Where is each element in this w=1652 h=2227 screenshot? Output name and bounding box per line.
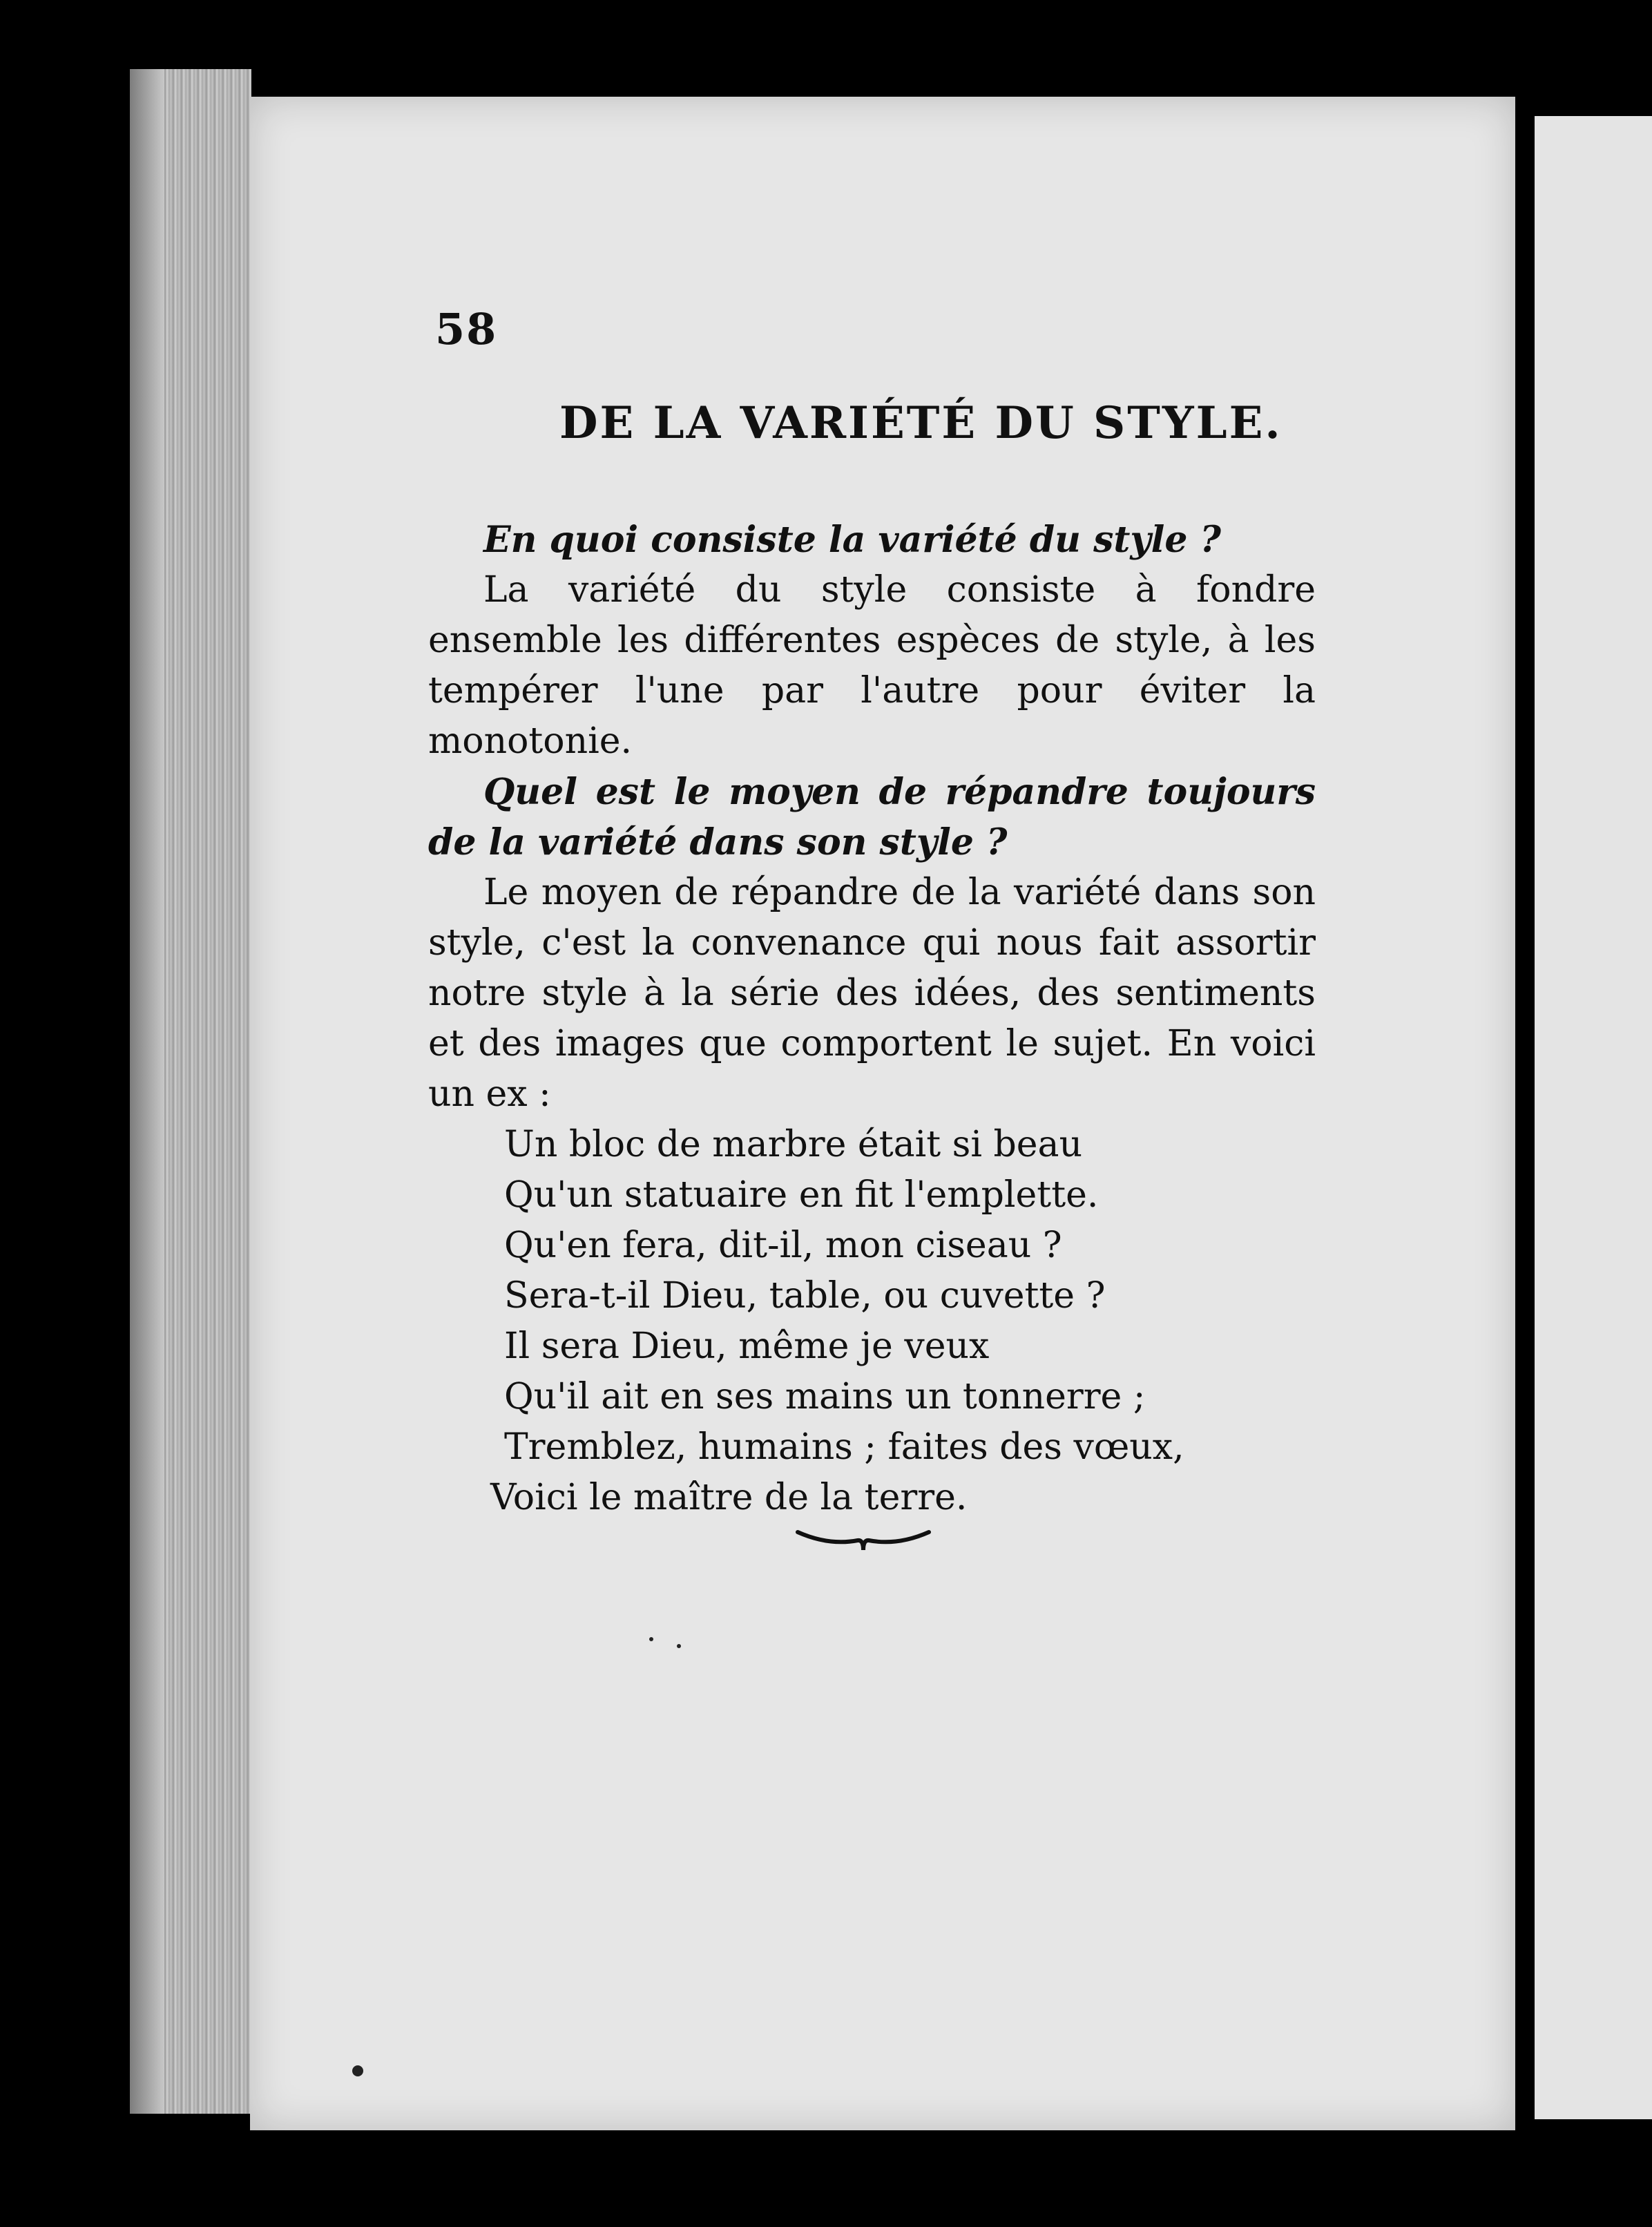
end-ornament — [794, 1527, 932, 1554]
facing-page-edge — [1535, 116, 1652, 2119]
ink-speck — [677, 1644, 681, 1648]
page-body — [428, 515, 1316, 1523]
poem-line: Qu'un statuaire en fit l'emplette. — [504, 1174, 1099, 1216]
page-edge-stack — [130, 69, 251, 2114]
poem-line: Sera-t-il Dieu, table, ou cuvette ? — [504, 1275, 1106, 1317]
poem — [428, 1120, 1278, 1523]
question-1: En quoi consiste la variété du style ? — [483, 519, 1222, 561]
question-2: Quel est le moyen de répandre toujours de la variété dans son style ? — [428, 771, 1316, 863]
poem-line: Tremblez, humains ; faites des vœux, — [504, 1426, 1184, 1468]
poem-line: Qu'en fera, dit-il, mon ciseau ? — [504, 1225, 1062, 1266]
chapter-title: DE LA VARIÉTÉ DU STYLE. — [559, 397, 1283, 449]
poem-line: Voici le maître de la terre. — [490, 1477, 968, 1518]
poem-line: Qu'il ait en ses mains un tonnerre ; — [504, 1376, 1146, 1417]
poem-line: Il sera Dieu, même je veux — [504, 1326, 990, 1367]
answer-2: Le moyen de répandre de la variété dans son style, c'est la convenance qui nous fait assortir notre style à la série des idées, des sentiments et des images que comportent le sujet. En voici un ex : — [428, 872, 1316, 1115]
ink-speck — [352, 2065, 363, 2076]
answer-1: La variété du style consiste à fondre ensemble les différentes espèces de style, à les tempérer l'une par l'autre pour éviter la monotonie. — [428, 569, 1316, 762]
ink-speck — [649, 1637, 653, 1641]
page-number: 58 — [435, 304, 498, 354]
poem-line: Un bloc de marbre était si beau — [504, 1124, 1083, 1165]
